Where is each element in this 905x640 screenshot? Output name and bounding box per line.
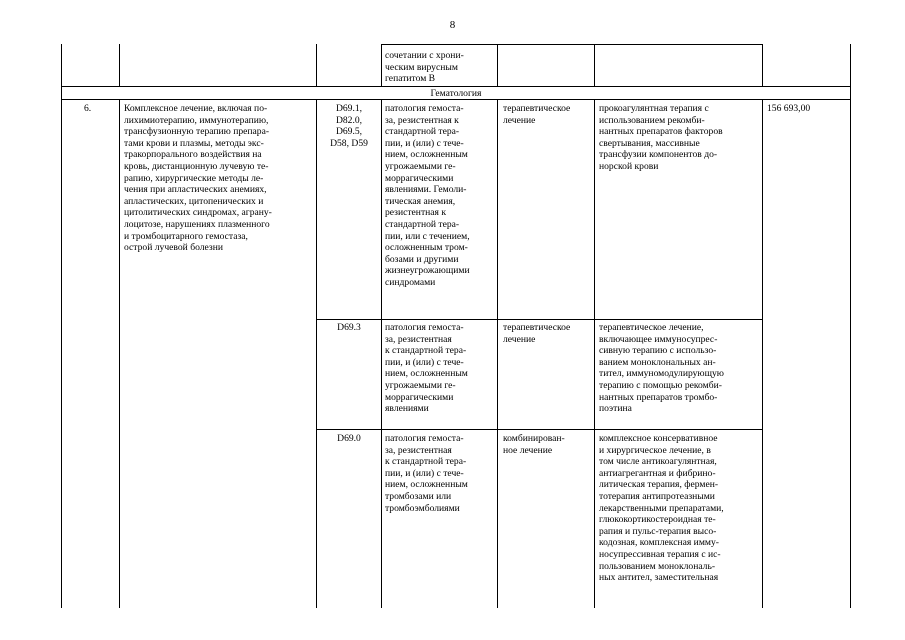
table-rule	[316, 99, 317, 608]
table-rule	[594, 44, 595, 87]
table-rule	[316, 429, 762, 430]
icd-codes-cell: D69.3	[337, 322, 361, 333]
table-rule	[497, 99, 498, 608]
treatment-kind-cell: терапевтическое лечение	[503, 103, 571, 126]
table-rule	[850, 44, 851, 608]
method-cell: комплексное консервативное и хирургическое лечение, в том числе антикоагулянтная, антиагрегантная и фибрино- литическая терапия, фермен- тотерапия антипротеазными лекарственными препаратами, глюкокортикостероидная те- рапия и пульс-терапия высо- кодозная, комплексная имму- носупрессивная терапия с ис- пользованием моноклональ- ных антител, заместительная	[599, 433, 724, 584]
table-rule	[497, 44, 498, 87]
table-rule	[61, 44, 62, 608]
table-rule	[594, 99, 595, 608]
table-rule	[316, 44, 317, 87]
entry-number: 6.	[84, 103, 92, 114]
continuation-diagnosis-cell: сочетании с хрони- ческим вирусным гепатитом B	[385, 50, 464, 85]
icd-codes-cell: D69.0	[337, 433, 361, 444]
section-title: Гематология	[430, 88, 482, 99]
table-rule	[381, 44, 762, 45]
diagnosis-cell: патология гемоста- за, резистентная к стандартной тера- пии, и (или) с тече- нием, осложненным угрожаемыми ге- моррагическими явлениями	[385, 322, 468, 415]
treatment-kind-cell: терапевтическое лечение	[503, 322, 571, 345]
method-cell: прокоагулянтная терапия с использованием рекомби- нантных препаратов факторов свертывания, массивные трансфузии компонентов до- норской крови	[599, 103, 723, 172]
treatment-kind-cell: комбинирован- ное лечение	[503, 433, 565, 456]
treatment-type-name: Комплексное лечение, включая по- лихимиотерапию, иммунотерапию, трансфузионную терапию препара- тами крови и плазмы, методы экс- тракорпорального воздействия на кровь, дистанционную лучевую те- рапию, хирургические методы ле- чения при апластических анемиях, апластических, цитопенических и цитолитических синдромах, аграну- лоцитозе, нарушениях плазменного и тромбоцитарного гемостаза, острой лучевой болезни	[124, 103, 272, 254]
table-rule	[316, 319, 762, 320]
table-rule	[119, 44, 120, 87]
diagnosis-cell: патология гемоста- за, резистентная к стандартной тера- пии, и (или) с тече- нием, осложненным тромбозами или тромбоэмболиями	[385, 433, 468, 514]
table-rule	[381, 99, 382, 608]
table-rule	[762, 44, 763, 87]
method-cell: терапевтическое лечение, включающее иммуносупрес- сивную терапию с использо- ванием моноклональных ан- тител, иммуномодулирующую терапию с помощью рекомби- нантных препаратов тромбо- поэтина	[599, 322, 724, 415]
diagnosis-cell: патология гемоста- за, резистентная к стандартной тера- пии, и (или) с тече- нием, осложненным угрожаемыми ге- моррагическими явлениями. Гемоли- тическая анемия, резистентная к стандартной тера- пии, или с течением, осложненным тром- бозами и другими жизнеугрожающими синдромами	[385, 103, 470, 288]
table-rule	[61, 86, 851, 87]
table-rule	[119, 99, 120, 608]
icd-codes-cell: D69.1, D82.0, D69.5, D58, D59	[330, 103, 368, 149]
page-number: 8	[449, 19, 456, 31]
price-cell: 156 693,00	[767, 103, 811, 114]
table-rule	[762, 99, 763, 608]
table-rule	[381, 44, 382, 87]
